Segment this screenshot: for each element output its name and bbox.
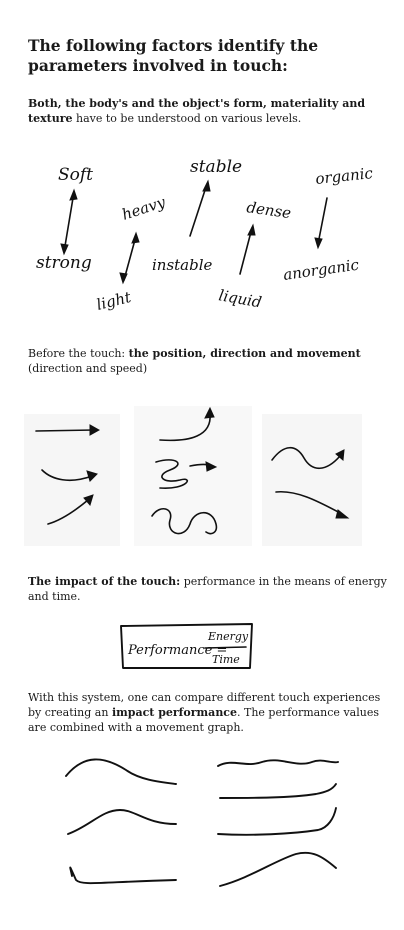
sketch-paper-middle <box>134 406 252 546</box>
paragraph-impact <box>28 574 388 604</box>
formula-denominator: Time <box>212 653 240 666</box>
graph-hump-left <box>66 759 176 784</box>
paragraph-before-post: (direction and speed) <box>28 362 148 375</box>
paragraph-form-materiality <box>28 96 388 126</box>
paragraph-before-touch <box>28 346 388 376</box>
word-liquid: liquid <box>217 286 264 312</box>
word-instable: instable <box>152 256 213 274</box>
word-anorganic: anorganic <box>282 255 361 284</box>
arrow-stable-instable <box>190 184 207 236</box>
paragraph-system-post: . The performance values are combined with a movement graph. <box>28 706 379 734</box>
word-heavy: heavy <box>119 192 168 224</box>
paragraph-system-pre: With this system, one can compare different touch experiences by creating an <box>28 691 381 719</box>
sketch-paper-right <box>262 414 362 546</box>
paragraph-before-pre: Before the touch: <box>28 347 129 360</box>
graph-wave-right <box>218 760 338 766</box>
arrow-soft-strong <box>64 192 74 252</box>
movement-arrows-sketch <box>0 400 404 550</box>
word-strong: strong <box>36 253 92 273</box>
paragraph-impact-bold: The impact of the touch: <box>28 575 181 588</box>
arrow-organic-anorganic-head <box>315 238 322 248</box>
formula-numerator: Energy <box>208 630 249 643</box>
paragraph-system <box>28 690 388 735</box>
formula-label: Performance = <box>128 643 228 658</box>
arrow-organic-anorganic <box>318 198 327 244</box>
word-light: light <box>94 287 133 314</box>
graph-drop-left <box>70 868 176 884</box>
paragraph-impact-post: performance in the means of energy and time. <box>28 575 387 603</box>
word-soft: Soft <box>58 165 94 185</box>
arrow-straight <box>36 430 94 431</box>
page-title: The following factors identify the parameters involved in touch: <box>28 36 319 75</box>
performance-formula <box>0 618 404 672</box>
material-pairs-sketch <box>0 140 404 335</box>
arrow-dense-liquid-head <box>248 225 255 235</box>
paragraph-form-bold: Both, the body's and the object's form, materiality and texture <box>28 97 366 125</box>
word-organic: organic <box>314 164 374 188</box>
word-stable: stable <box>190 157 243 177</box>
graph-climb-right <box>220 853 336 886</box>
paragraph-before-bold: the position, direction and movement <box>128 347 361 360</box>
graph-bump-left <box>68 810 176 834</box>
arrow-stable-instable-head <box>203 181 210 191</box>
paragraph-form-rest: have to be understood on various levels. <box>72 112 302 125</box>
graph-rise-right <box>220 784 336 798</box>
paragraph-system-bold: impact performance <box>111 706 238 719</box>
word-dense: dense <box>245 198 293 223</box>
movement-graphs-sketch <box>0 750 404 900</box>
graph-curl-right <box>218 808 336 835</box>
formula-fraction-line <box>205 647 246 648</box>
